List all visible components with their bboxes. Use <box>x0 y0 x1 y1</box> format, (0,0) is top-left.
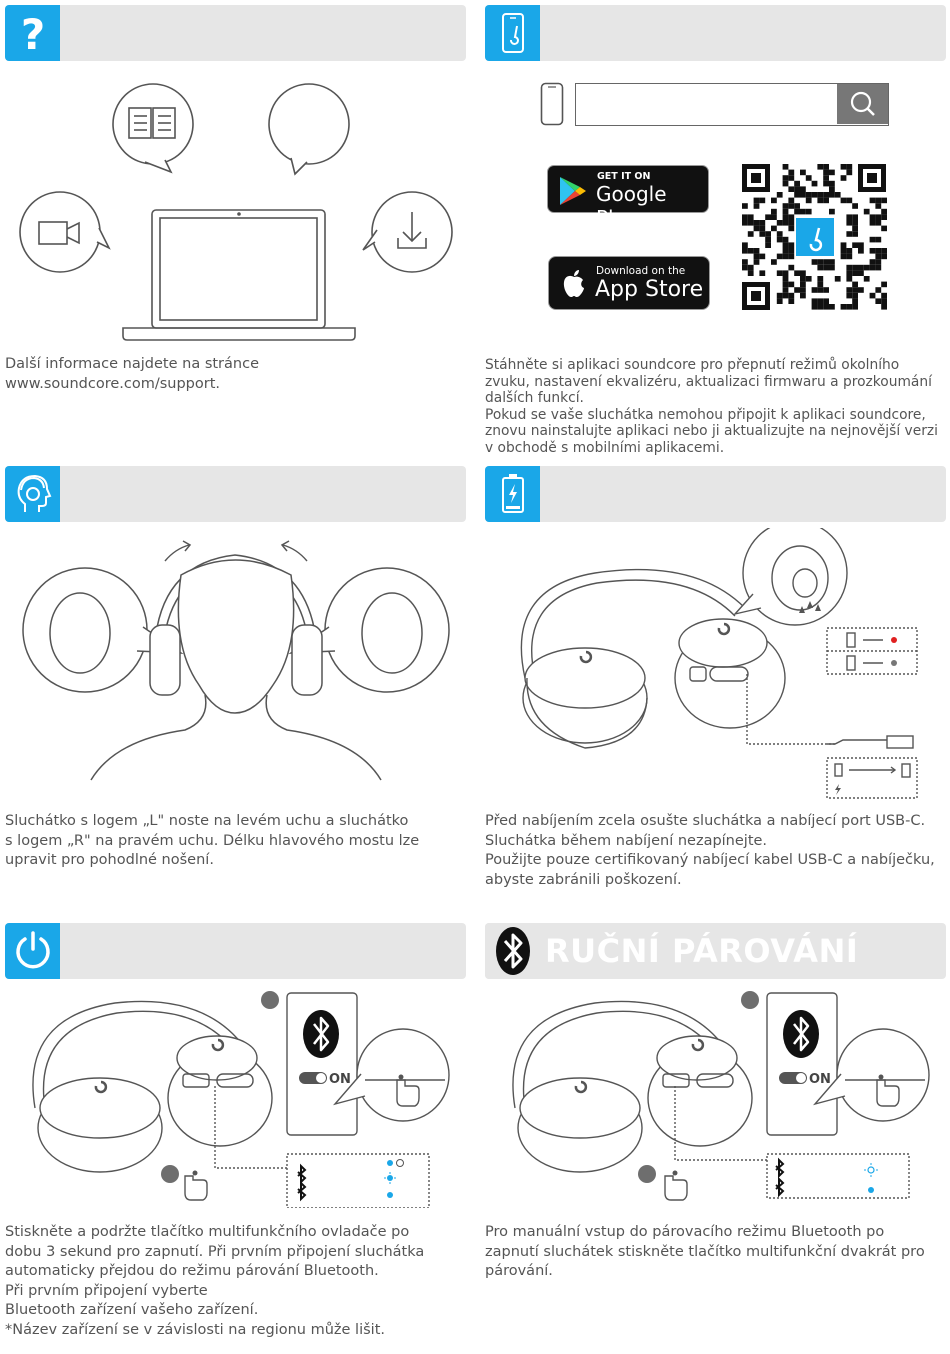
qr-module <box>875 203 881 209</box>
qr-module <box>800 270 806 276</box>
qr-module <box>870 259 876 265</box>
qr-module <box>858 270 864 276</box>
charging-text-line: abyste zabránili poškození. <box>485 871 682 888</box>
qr-module <box>783 287 789 293</box>
qr-module <box>806 192 812 198</box>
qr-module <box>835 192 841 198</box>
power-text-line: *Název zařízení se v závislosti na regionu může lišit. <box>5 1321 385 1338</box>
qr-module <box>817 198 823 204</box>
qr-module <box>754 220 760 226</box>
power-text-line: dobu 3 sekund pro zapnutí. Při prvním připojení sluchátka <box>5 1243 425 1260</box>
power-icon <box>5 923 60 979</box>
qr-module <box>870 198 876 204</box>
google-play-icon <box>558 175 588 207</box>
qr-module <box>742 203 748 209</box>
app-text-line: znovu nainstalujte aplikaci nebo ji aktualizujte na nejnovější verzi <box>485 423 938 439</box>
qr-module <box>846 287 852 293</box>
led-charging-dot <box>891 637 897 643</box>
app-header <box>485 5 946 61</box>
pairing-text <box>485 1223 945 1282</box>
qr-module <box>783 209 789 215</box>
qr-module <box>823 181 829 187</box>
qr-module <box>881 214 887 220</box>
pairing-title: RUČNÍ PÁROVÁNÍ <box>545 932 859 970</box>
qr-module <box>817 298 823 304</box>
qr-module <box>783 276 789 282</box>
qr-module <box>783 248 789 254</box>
bt-small-icon <box>776 1160 783 1195</box>
qr-module <box>800 293 806 299</box>
qr-module <box>783 214 789 220</box>
svg-text:?: ? <box>20 11 45 55</box>
qr-module <box>742 265 748 271</box>
qr-module <box>812 298 818 304</box>
qr-module <box>742 242 748 248</box>
bluetooth-icon <box>783 1010 819 1058</box>
qr-module <box>875 214 881 220</box>
phone-app-icon <box>485 5 540 61</box>
qr-module <box>881 248 887 254</box>
qr-module <box>759 198 765 204</box>
qr-module <box>800 192 806 198</box>
qr-module <box>817 304 823 310</box>
qr-module <box>870 248 876 254</box>
qr-module <box>864 276 870 282</box>
qr-module <box>783 270 789 276</box>
qr-module <box>852 293 858 299</box>
qr-module <box>846 198 852 204</box>
qr-module <box>800 170 806 176</box>
qr-module <box>742 259 748 265</box>
qr-module <box>881 209 887 215</box>
qr-module <box>783 242 789 248</box>
qr-module <box>783 237 789 243</box>
video-icon <box>20 192 109 272</box>
wearing-text-line: Sluchátko s logem „L" noste na levém uchu a sluchátko <box>5 813 409 829</box>
qr-module <box>771 214 777 220</box>
qr-module <box>788 175 794 181</box>
led-full-dot <box>891 660 897 666</box>
qr-module <box>800 287 806 293</box>
qr-module <box>748 248 754 254</box>
qr-module <box>754 198 760 204</box>
qr-module <box>870 220 876 226</box>
qr-module <box>806 175 812 181</box>
qr-module <box>852 203 858 209</box>
wearing-text <box>5 812 465 871</box>
qr-module <box>852 287 858 293</box>
step-2-marker <box>161 1165 179 1183</box>
qr-module <box>817 164 823 170</box>
qr-module <box>777 192 783 198</box>
qr-module <box>817 265 823 271</box>
app-text-line: Stáhněte si aplikaci soundcore pro přepnutí režimů okolního <box>485 357 900 373</box>
qr-module <box>759 226 765 232</box>
qr-module <box>748 265 754 271</box>
step-2-marker <box>638 1165 656 1183</box>
google-play-small: GET IT ON <box>597 171 651 182</box>
qr-module <box>846 276 852 282</box>
apple-icon <box>561 269 587 299</box>
qr-module <box>846 254 852 260</box>
qr-module <box>870 265 876 271</box>
pairing-illustration <box>485 988 946 1208</box>
qr-module <box>829 186 835 192</box>
pairing-text-line: Pro manuální vstup do párovacího režimu Bluetooth po <box>485 1224 885 1240</box>
qr-module <box>841 175 847 181</box>
qr-module <box>852 298 858 304</box>
qr-module <box>841 164 847 170</box>
qr-module <box>788 186 794 192</box>
qr-module <box>817 192 823 198</box>
qr-module <box>788 265 794 271</box>
qr-module <box>823 259 829 265</box>
qr-module <box>794 181 800 187</box>
qr-module <box>835 276 841 282</box>
qr-module <box>881 254 887 260</box>
app-store-big: App Store <box>595 277 704 302</box>
qr-module <box>823 164 829 170</box>
qr-module <box>783 203 789 209</box>
qr-module <box>846 293 852 299</box>
qr-module <box>765 214 771 220</box>
qr-module <box>846 220 852 226</box>
qr-module <box>829 192 835 198</box>
qr-module <box>823 175 829 181</box>
qr-module <box>788 220 794 226</box>
pairing-header <box>485 923 946 979</box>
qr-module <box>777 220 783 226</box>
qr-module <box>742 214 748 220</box>
pairing-text-line: zapnutí sluchátek stiskněte tlačítko multifunkční dvakrát pro <box>485 1243 925 1260</box>
qr-module <box>748 220 754 226</box>
qr-module <box>788 203 794 209</box>
qr-module <box>765 231 771 237</box>
qr-module <box>875 220 881 226</box>
power-header <box>5 923 466 979</box>
wearing-text-line: s logem „R" na pravém uchu. Délku hlavového mostu lze <box>5 832 420 849</box>
qr-module <box>858 248 864 254</box>
google-play-badge[interactable] <box>547 165 709 230</box>
toggle-switch <box>299 1072 327 1084</box>
app-store-badge[interactable] <box>548 256 710 310</box>
qr-module <box>794 192 800 198</box>
qr-module <box>858 265 864 271</box>
qr-module <box>875 265 881 271</box>
qr-code[interactable] <box>738 158 890 314</box>
qr-module <box>852 270 858 276</box>
qr-module <box>846 304 852 310</box>
qr-module <box>846 248 852 254</box>
qr-module <box>846 214 852 220</box>
qr-module <box>794 186 800 192</box>
qr-module <box>823 170 829 176</box>
qr-module <box>788 214 794 220</box>
charging-text-line: Sluchátka během nabíjení nezapínejte. <box>485 832 768 849</box>
qr-module <box>812 259 818 265</box>
qr-module <box>870 237 876 243</box>
qr-module <box>777 237 783 243</box>
search-button[interactable] <box>837 84 888 124</box>
download-icon <box>363 192 452 272</box>
qr-module <box>852 231 858 237</box>
qr-module <box>806 276 812 282</box>
adjust-arrow-left <box>165 545 189 561</box>
manual-icon <box>113 84 193 172</box>
qr-module <box>823 287 829 293</box>
qr-module <box>794 287 800 293</box>
faq-bubble-icon <box>269 84 349 174</box>
bluetooth-icon <box>485 923 540 979</box>
qr-module <box>777 231 783 237</box>
qr-module <box>777 298 783 304</box>
qr-module <box>788 298 794 304</box>
qr-module <box>875 198 881 204</box>
qr-module <box>881 304 887 310</box>
qr-module <box>864 209 870 215</box>
qr-module <box>829 304 835 310</box>
qr-module <box>852 214 858 220</box>
qr-module <box>875 298 881 304</box>
qr-module <box>841 304 847 310</box>
power-text-line: automaticky přejdou do režimu párování Bluetooth. <box>5 1263 379 1279</box>
qr-module <box>841 254 847 260</box>
app-text <box>485 357 945 456</box>
qr-module <box>777 293 783 299</box>
qr-module <box>748 270 754 276</box>
qr-module <box>846 231 852 237</box>
qr-module <box>881 226 887 232</box>
charging-illustration <box>485 528 946 800</box>
qr-module <box>817 276 823 282</box>
app-text-line: Pokud se vaše sluchátka nemohou připojit k aplikaci soundcore, <box>485 406 926 423</box>
qr-module <box>812 287 818 293</box>
qr-module <box>846 265 852 271</box>
qr-module <box>841 198 847 204</box>
qr-module <box>858 242 864 248</box>
qr-module <box>788 282 794 288</box>
qr-module <box>788 198 794 204</box>
charging-text <box>485 812 947 890</box>
qr-module <box>783 282 789 288</box>
qr-module <box>794 209 800 215</box>
app-store-small: Download on the <box>596 265 686 277</box>
qr-module <box>812 192 818 198</box>
qr-module <box>765 237 771 243</box>
qr-module <box>783 220 789 226</box>
adjust-arrow-right <box>283 545 307 561</box>
qr-module <box>829 265 835 271</box>
qr-module <box>875 237 881 243</box>
wearing-header <box>5 466 466 522</box>
power-text-line: Stiskněte a podržte tlačítko multifunkčního ovladače po <box>5 1224 410 1240</box>
qr-module <box>783 175 789 181</box>
qr-module <box>846 170 852 176</box>
support-header <box>5 5 466 61</box>
pairing-on-label: ON <box>809 1072 831 1087</box>
qr-module <box>852 226 858 232</box>
qr-module <box>812 181 818 187</box>
phone-icon <box>540 82 564 126</box>
charging-header <box>485 466 946 522</box>
qr-module <box>800 186 806 192</box>
qr-module <box>852 220 858 226</box>
qr-module <box>812 304 818 310</box>
toggle-switch <box>779 1072 807 1084</box>
qr-module <box>875 287 881 293</box>
qr-module <box>881 293 887 299</box>
step-1-marker <box>261 991 279 1009</box>
qr-module <box>788 248 794 254</box>
power-on-label: ON <box>329 1072 351 1087</box>
qr-module <box>881 298 887 304</box>
qr-module <box>759 231 765 237</box>
qr-module <box>788 170 794 176</box>
qr-module <box>829 170 835 176</box>
qr-module <box>823 192 829 198</box>
qr-module <box>788 226 794 232</box>
qr-module <box>759 270 765 276</box>
qr-module <box>852 304 858 310</box>
qr-module <box>823 304 829 310</box>
qr-module <box>759 220 765 226</box>
app-text-line: zvuku, nastavení ekvalizéru, aktualizaci firmwaru a prozkoumání <box>485 373 932 390</box>
google-play-big: Google Play <box>596 182 667 230</box>
qr-module <box>742 220 748 226</box>
qr-module <box>823 198 829 204</box>
support-illustration <box>5 72 466 347</box>
qr-module <box>846 270 852 276</box>
qr-module <box>754 248 760 254</box>
qr-module <box>852 282 858 288</box>
pairing-text-line: párování. <box>485 1263 553 1279</box>
qr-module <box>829 259 835 265</box>
qr-module <box>846 164 852 170</box>
qr-module <box>858 287 864 293</box>
qr-module <box>794 270 800 276</box>
qr-module <box>777 270 783 276</box>
qr-module <box>742 248 748 254</box>
qr-module <box>881 282 887 288</box>
qr-module <box>817 287 823 293</box>
app-text-line: dalších funkcí. <box>485 390 584 406</box>
qr-module <box>771 198 777 204</box>
qr-module <box>829 209 835 215</box>
search-icon <box>837 84 888 124</box>
qr-module <box>771 226 777 232</box>
qr-module <box>748 214 754 220</box>
qr-module <box>870 214 876 220</box>
wearing-illustration <box>5 535 466 785</box>
qr-module <box>754 254 760 260</box>
qr-module <box>823 265 829 271</box>
qr-module <box>754 203 760 209</box>
qr-module <box>875 248 881 254</box>
qr-module <box>788 242 794 248</box>
qr-module <box>759 254 765 260</box>
qr-module <box>777 254 783 260</box>
qr-module <box>841 248 847 254</box>
bluetooth-icon <box>303 1010 339 1058</box>
power-text-line: Při prvním připojení vyberte <box>5 1282 208 1299</box>
qr-module <box>754 226 760 232</box>
charging-text-line: Použijte pouze certifikovaný nabíjecí kabel USB-C a nabíječku, <box>485 852 935 868</box>
qr-module <box>771 259 777 265</box>
question-icon <box>5 5 60 61</box>
qr-module <box>817 259 823 265</box>
qr-module <box>852 265 858 271</box>
charging-text-line: Před nabíjením zcela osušte sluchátka a nabíjecí port USB-C. <box>485 813 926 829</box>
qr-module <box>852 242 858 248</box>
app-text-line: v obchodě s mobilními aplikacemi. <box>485 439 725 456</box>
laptop-icon <box>123 210 355 340</box>
battery-charging-icon <box>485 466 540 522</box>
qr-module <box>870 293 876 299</box>
qr-module <box>841 242 847 248</box>
qr-module <box>806 198 812 204</box>
app-search-bar[interactable] <box>575 83 889 126</box>
qr-module <box>875 254 881 260</box>
qr-module <box>748 231 754 237</box>
support-text: Další informace najdete na stránce www.soundcore.com/support. <box>5 356 259 392</box>
qr-module <box>783 254 789 260</box>
wearing-text-line: upravit pro pohodlné nošení. <box>5 852 214 868</box>
power-text <box>5 1223 465 1340</box>
bt-small-icon <box>298 1166 305 1199</box>
qr-module <box>875 259 881 265</box>
qr-module <box>881 198 887 204</box>
qr-module <box>783 181 789 187</box>
qr-module <box>829 181 835 187</box>
qr-module <box>806 209 812 215</box>
head-headphones-icon <box>5 466 60 522</box>
app-search-input[interactable] <box>580 88 834 122</box>
qr-module <box>788 254 794 260</box>
qr-module <box>817 282 823 288</box>
qr-module <box>788 293 794 299</box>
qr-module <box>771 209 777 215</box>
qr-module <box>800 282 806 288</box>
qr-module <box>783 164 789 170</box>
power-text-line: Bluetooth zařízení vašeho zařízení. <box>5 1302 259 1318</box>
qr-module <box>794 203 800 209</box>
step-1-marker <box>741 991 759 1009</box>
qr-module <box>823 298 829 304</box>
qr-module <box>800 276 806 282</box>
qr-module <box>783 293 789 299</box>
qr-module <box>800 209 806 215</box>
power-illustration <box>5 988 466 1208</box>
qr-module <box>765 242 771 248</box>
qr-module <box>864 265 870 271</box>
qr-module <box>754 259 760 265</box>
